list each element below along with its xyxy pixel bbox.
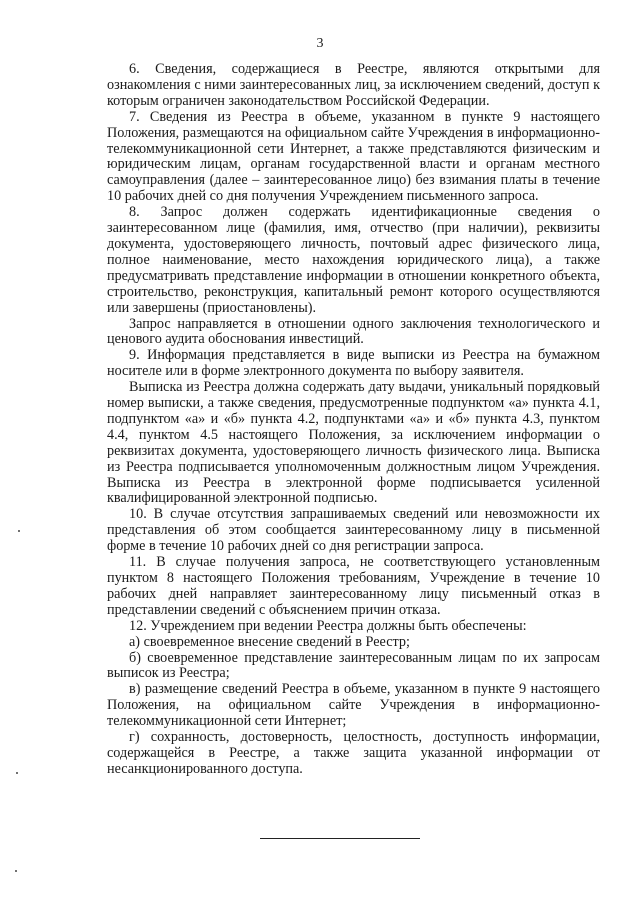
paragraph-12-item-a: а) своевременное внесение сведений в Реестр; — [129, 633, 410, 650]
paragraph-10: 10. В случае отсутствия запрашиваемых сведений или невозможности их представления об этом сообщается заинтересованному лицу в письменной форме в течение 10 рабочих дней со дня регистрации запроса. — [107, 506, 600, 555]
scan-speck — [16, 772, 18, 774]
paragraph-9-extract-contents: Выписка из Реестра должна содержать дату выдачи, уникальный порядковый номер выписки, а также сведения, предусмотренные подпунктом «а» пункта 4.1, подпунктом «а» и «б» пункта 4.2, подпунктами «а» и «б» пункта 4.3, пунктом 4.4, пунктом 4.5 настоящего Положения, за исключением информации о реквизитах документа, удостоверяющего личность физического лица. Выписка из Реестра подписывается уполномоченным должностным лицом Учреждения. Выписка из Реестра в электронной форме подписывается усиленной квалифицированной электронной подписью. — [107, 379, 600, 507]
paragraph-6: 6. Сведения, содержащиеся в Реестре, являются открытыми для ознакомления с ними заинтересованных лиц, за исключением сведений, доступ к которым ограничен законодательством Российской Федерации. — [107, 61, 600, 109]
paragraph-9: 9. Информация представляется в виде выписки из Реестра на бумажном носителе или в форме электронного документа по выбору заявителя. — [107, 347, 600, 380]
paragraph-12-item-g: г) сохранность, достоверность, целостность, доступность информации, содержащейся в Реестре, а также защита указанной информации от несанкционированного доступа. — [107, 729, 600, 777]
document-body — [107, 62, 600, 778]
paragraph-8-request-scope: Запрос направляется в отношении одного заключения технологического и ценового аудита обоснования инвестиций. — [107, 315, 600, 348]
paragraph-8: 8. Запрос должен содержать идентификационные сведения о заинтересованном лице (фамилия, имя, отчество (при наличии), реквизиты документа, удостоверяющего личность, почтовый адрес физического лица, полное наименование, место нахождения юридического лица), а также предусматривать представление информации в отношении конкретного объекта, строительство, реконструкция, капитальный ремонт которого осуществляются или завершены (приостановлены). — [107, 204, 600, 316]
scan-speck — [15, 870, 17, 872]
page-number: 3 — [316, 36, 324, 51]
end-separator-line — [260, 838, 420, 839]
paragraph-11: 11. В случае получения запроса, не соответствующего установленным пунктом 8 настоящего Положения требованиям, Учреждение в течение 10 рабочих дней направляет заинтересованному лицу письменный отказ в представлении сведений с объяснением причин отказа. — [107, 554, 600, 618]
paragraph-12-item-b: б) своевременное представление заинтересованным лицам по их запросам выписок из Реестра; — [107, 649, 600, 682]
paragraph-7: 7. Сведения из Реестра в объеме, указанном в пункте 9 настоящего Положения, размещаются на официальном сайте Учреждения в информационно-телекоммуникационной сети Интернет, а также представляются физическим и юридическим лицам, органам государственной власти и органам местного самоуправления (далее – заинтересованное лицо) без взимания платы в течение 10 рабочих дней со дня получения Учреждением письменного запроса. — [107, 108, 600, 205]
scan-speck — [18, 530, 20, 532]
paragraph-12-item-v: в) размещение сведений Реестра в объеме, указанном в пункте 9 настоящего Положения, на официальном сайте Учреждения в информационно-телекоммуникационной сети Интернет; — [107, 681, 600, 730]
paragraph-12: 12. Учреждением при ведении Реестра должны быть обеспечены: — [129, 617, 527, 634]
